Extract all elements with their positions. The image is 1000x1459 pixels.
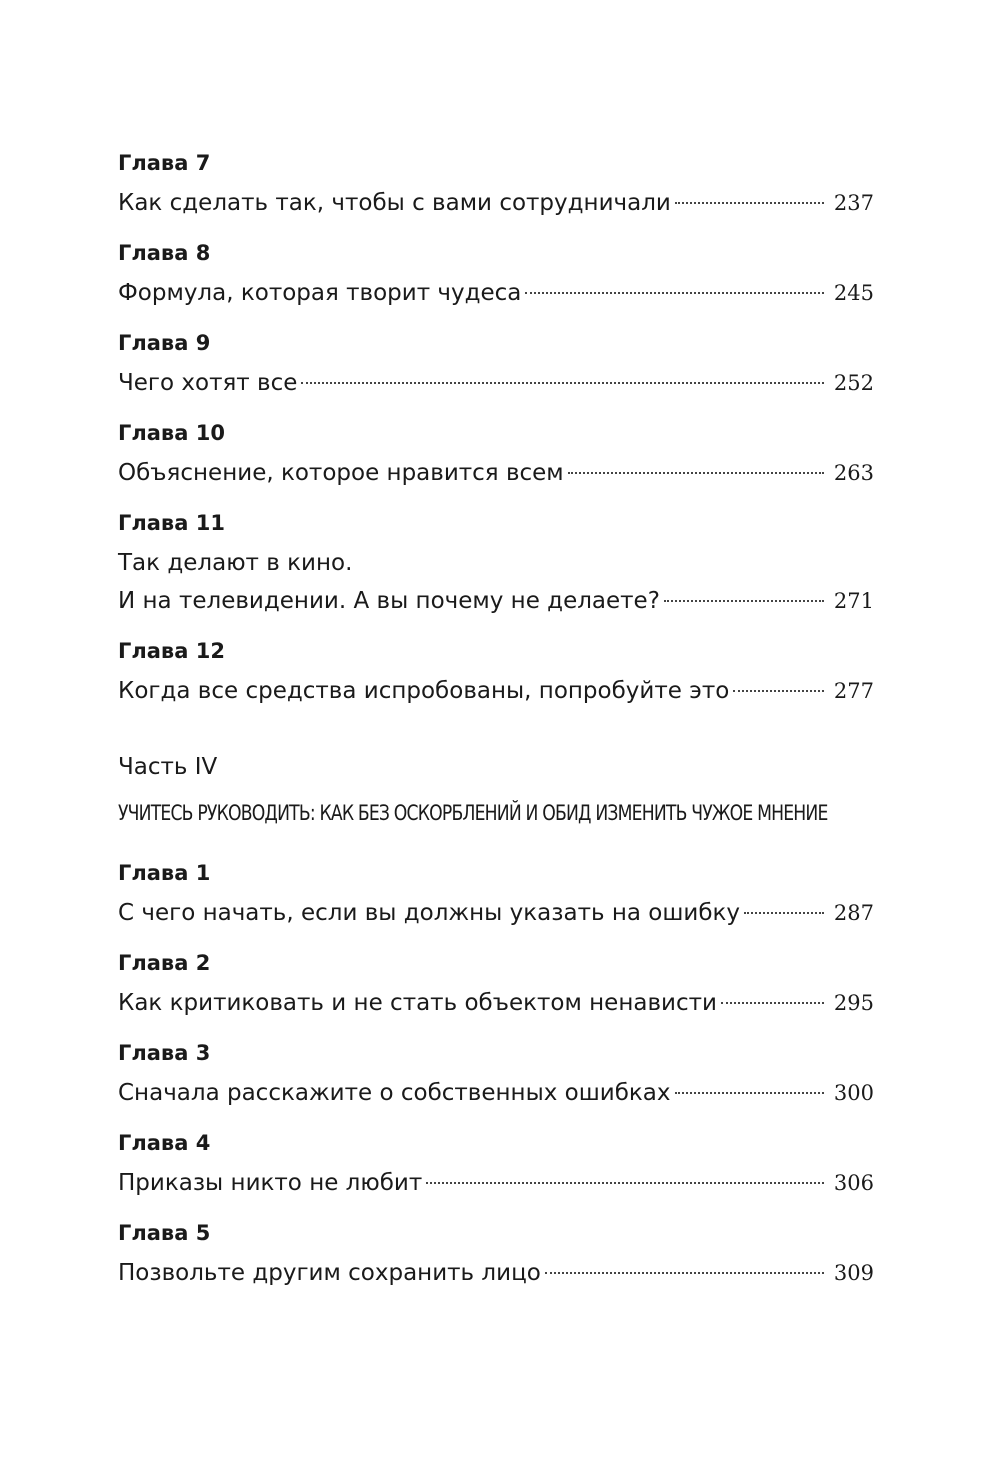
dot-leader xyxy=(675,202,824,204)
page-number: 271 xyxy=(833,589,874,613)
dot-leader xyxy=(744,912,824,914)
chapter-title-line: Так делают в кино. xyxy=(118,550,353,576)
chapter-title: Когда все средства испробованы, попробуйте это xyxy=(118,678,730,704)
page-number: 295 xyxy=(833,991,874,1015)
chapter-label: Глава 10 xyxy=(118,421,225,445)
chapter-label: Глава 7 xyxy=(118,151,211,175)
chapter-title: С чего начать, если вы должны указать на ошибку xyxy=(118,900,741,926)
chapter-title: Чего хотят все xyxy=(118,370,298,396)
chapter-label: Глава 12 xyxy=(118,639,225,663)
page-number: 300 xyxy=(833,1081,874,1105)
part-label: Часть IV xyxy=(118,754,218,780)
page-number: 245 xyxy=(833,281,874,305)
dot-leader xyxy=(733,690,824,692)
dot-leader xyxy=(545,1272,824,1274)
chapter-title: Сначала расскажите о собственных ошибках xyxy=(118,1080,671,1106)
part-heading xyxy=(118,750,874,830)
toc-entry-3-12[interactable] xyxy=(118,636,874,710)
page-number: 237 xyxy=(833,191,874,215)
toc-entry-3-9[interactable] xyxy=(118,328,874,402)
chapter-title: Приказы никто не любит xyxy=(118,1170,423,1196)
chapter-label: Глава 4 xyxy=(118,1131,211,1155)
page-number: 309 xyxy=(833,1261,874,1285)
dot-leader xyxy=(525,292,824,294)
toc-entry-3-7[interactable] xyxy=(118,148,874,222)
dot-leader xyxy=(664,600,824,602)
chapter-label: Глава 9 xyxy=(118,331,211,355)
chapter-label: Глава 5 xyxy=(118,1221,211,1245)
toc-entry-3-10[interactable] xyxy=(118,418,874,492)
dot-leader xyxy=(426,1182,824,1184)
dot-leader xyxy=(675,1092,824,1094)
toc-entry-3-11[interactable] xyxy=(118,508,874,620)
dot-leader xyxy=(721,1002,824,1004)
page-number: 263 xyxy=(833,461,874,485)
chapter-title: Позвольте другим сохранить лицо xyxy=(118,1260,541,1286)
page-number: 287 xyxy=(833,901,874,925)
dot-leader xyxy=(568,472,824,474)
chapter-label: Глава 1 xyxy=(118,861,211,885)
table-of-contents xyxy=(118,148,874,1308)
part-title: УЧИТЕСЬ РУКОВОДИТЬ: КАК БЕЗ ОСКОРБЛЕНИЙ И ОБИД ИЗМЕНИТЬ ЧУЖОЕ МНЕНИЕ xyxy=(118,801,828,825)
toc-entry-4-1[interactable] xyxy=(118,858,874,932)
chapter-label: Глава 3 xyxy=(118,1041,211,1065)
toc-entry-4-3[interactable] xyxy=(118,1038,874,1112)
toc-entry-4-2[interactable] xyxy=(118,948,874,1022)
toc-entry-3-8[interactable] xyxy=(118,238,874,312)
chapter-label: Глава 11 xyxy=(118,511,225,535)
toc-entry-4-4[interactable] xyxy=(118,1128,874,1202)
dot-leader xyxy=(301,382,824,384)
chapter-title: Объяснение, которое нравится всем xyxy=(118,460,564,486)
chapter-label: Глава 2 xyxy=(118,951,211,975)
chapter-title: И на телевидении. А вы почему не делаете? xyxy=(118,588,660,614)
chapter-title: Формула, которая творит чудеса xyxy=(118,280,522,306)
page-number: 306 xyxy=(833,1171,874,1195)
chapter-title: Как сделать так, чтобы с вами сотрудничали xyxy=(118,190,671,216)
toc-entry-4-5[interactable] xyxy=(118,1218,874,1292)
page-number: 252 xyxy=(833,371,874,395)
chapter-label: Глава 8 xyxy=(118,241,211,265)
page-number: 277 xyxy=(833,679,874,703)
chapter-title: Как критиковать и не стать объектом ненависти xyxy=(118,990,717,1016)
